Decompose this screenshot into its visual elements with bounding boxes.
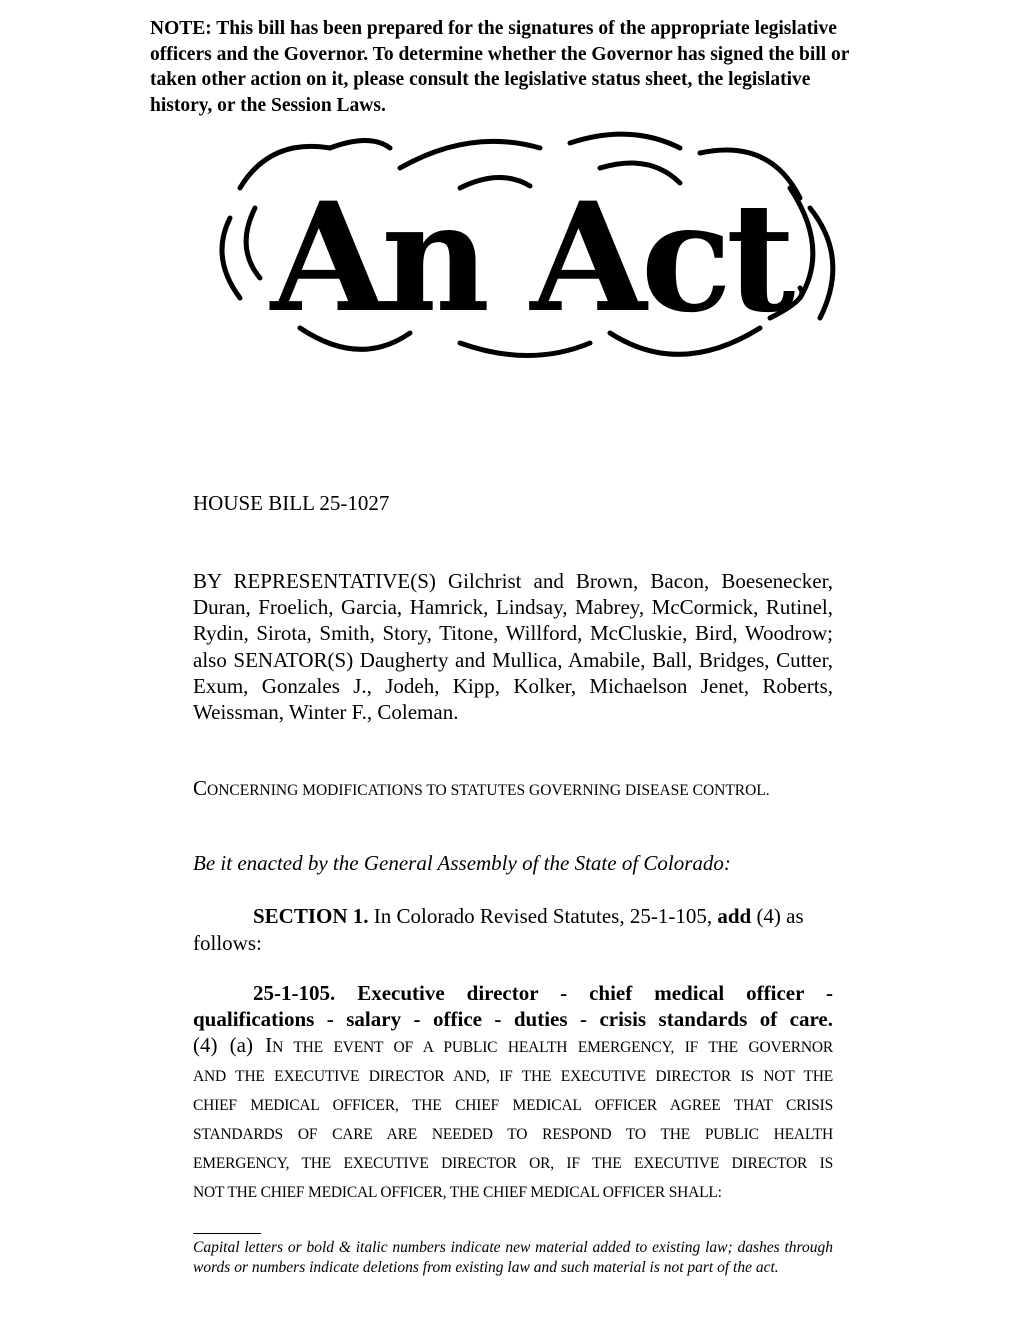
sponsor-line: also SENATOR(S) Daugherty and Mullica, Amabile, Ball, Bridges, Cutter, bbox=[193, 647, 833, 672]
statute-line bbox=[193, 1090, 833, 1119]
sponsors-block bbox=[193, 568, 833, 725]
statute-line bbox=[193, 1061, 833, 1090]
statute-lead: (4) (a) I bbox=[193, 1033, 273, 1057]
section-text: In Colorado Revised Statutes, 25-1-105, bbox=[368, 904, 718, 928]
statute-caps: STANDARDS OF CARE ARE NEEDED TO RESPOND TO THE PUBLIC HEALTH bbox=[193, 1126, 833, 1143]
statute-line bbox=[193, 1032, 833, 1061]
add-word: add bbox=[717, 904, 752, 928]
statute-text bbox=[193, 980, 833, 1206]
statute-heading: qualifications - salary - office - duties - crisis standards of care. bbox=[193, 1007, 833, 1031]
section-label: SECTION 1. bbox=[253, 904, 369, 928]
sponsor-line: BY REPRESENTATIVE(S) Gilchrist and Brown, Bacon, Boesenecker, bbox=[193, 569, 833, 593]
statute-line bbox=[193, 1177, 833, 1206]
sponsor-line: Weissman, Winter F., Coleman. bbox=[193, 700, 459, 725]
section-1 bbox=[193, 903, 833, 957]
title-initial: C bbox=[193, 776, 208, 800]
section-text: (4) as bbox=[751, 904, 804, 928]
bill-title bbox=[193, 776, 770, 801]
statute-heading: 25-1-105. Executive director - chief medical officer - bbox=[253, 981, 833, 1005]
footnote: Capital letters or bold & italic numbers indicate new material added to existing law; dashes through words or numbers indicate deletions from existing law and such material is not part of the act. bbox=[193, 1239, 833, 1276]
statute-caps: EMERGENCY, THE EXECUTIVE DIRECTOR OR, IF THE EXECUTIVE DIRECTOR IS bbox=[193, 1155, 833, 1172]
footnote-rule bbox=[193, 1233, 261, 1234]
sponsor-line: Duran, Froelich, Garcia, Hamrick, Lindsay, Mabrey, McCormick, Rutinel, bbox=[193, 595, 833, 620]
editor-note: NOTE: This bill has been prepared for the signatures of the appropriate legislative officers and the Governor. To determine whether the Governor has signed the bill or taken other action on it, please consult the legislative status sheet, the legislative history, or the Session Laws. bbox=[150, 18, 850, 116]
title-rest: ONCERNING MODIFICATIONS TO STATUTES GOVERNING DISEASE CONTROL. bbox=[207, 782, 770, 799]
sponsor-line: Rydin, Sirota, Smith, Story, Titone, Willford, McCluskie, Bird, Woodrow; bbox=[193, 621, 833, 646]
statute-caps: N THE EVENT OF A PUBLIC HEALTH EMERGENCY, IF THE GOVERNOR bbox=[272, 1039, 834, 1056]
sponsor-line: Exum, Gonzales J., Jodeh, Kipp, Kolker, Michaelson Jenet, Roberts, bbox=[193, 673, 833, 698]
section-1-line bbox=[193, 903, 833, 930]
statute-line bbox=[193, 1119, 833, 1148]
bill-number: HOUSE BILL 25-1027 bbox=[193, 491, 390, 515]
enacting-clause: Be it enacted by the General Assembly of the State of Colorado: bbox=[193, 851, 731, 875]
seal-text: An Act bbox=[270, 170, 790, 346]
statute-caps: CHIEF MEDICAL OFFICER, THE CHIEF MEDICAL OFFICER AGREE THAT CRISIS bbox=[193, 1097, 833, 1114]
an-act-seal bbox=[210, 128, 850, 388]
section-1-continuation: follows: bbox=[193, 931, 262, 955]
statute-line bbox=[193, 1148, 833, 1177]
statute-caps: NOT THE CHIEF MEDICAL OFFICER, THE CHIEF MEDICAL OFFICER SHALL: bbox=[193, 1184, 722, 1201]
statute-caps: AND THE EXECUTIVE DIRECTOR AND, IF THE EXECUTIVE DIRECTOR IS NOT THE bbox=[193, 1068, 833, 1085]
